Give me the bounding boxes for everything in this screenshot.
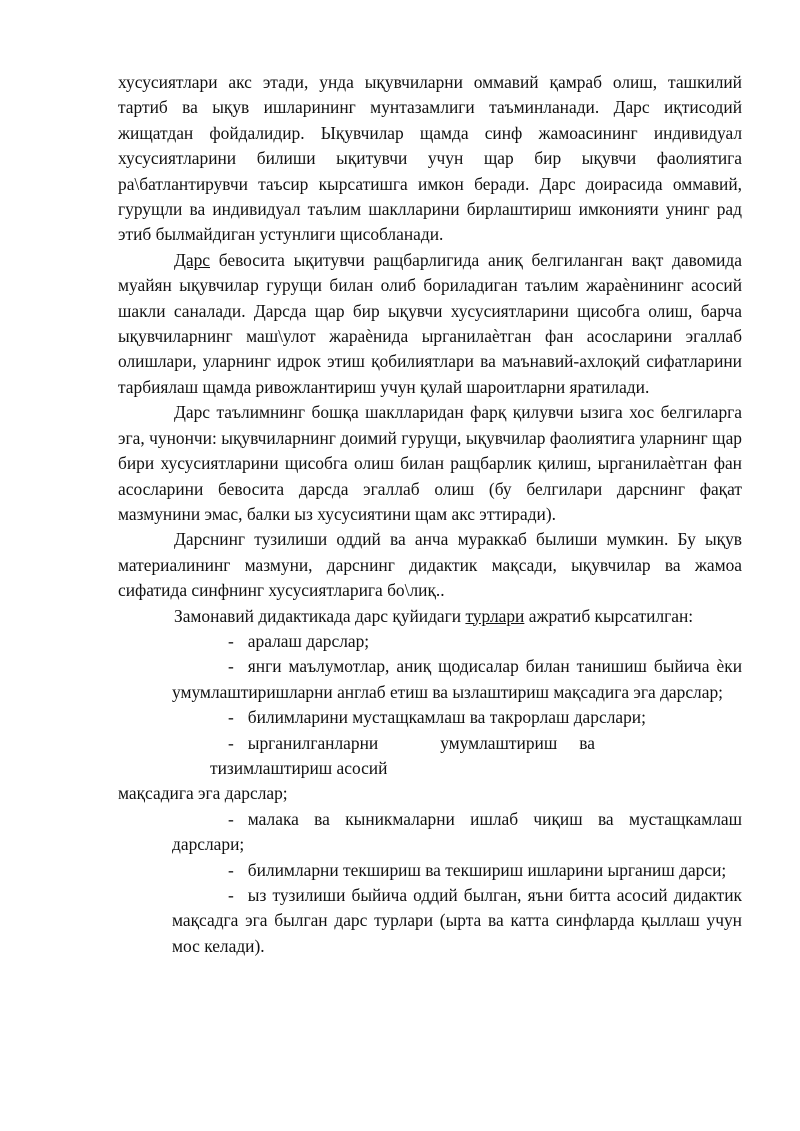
- list-item-text: аралаш дарслар;: [247, 630, 370, 651]
- list-dash: -: [228, 808, 234, 829]
- list-dash: -: [228, 707, 234, 728]
- list-item: [172, 858, 742, 883]
- list-dash: -: [228, 885, 234, 905]
- list-item: [172, 883, 742, 959]
- term-dars: Дарс: [174, 249, 210, 270]
- list-item: [172, 705, 742, 730]
- paragraph-2: [118, 248, 742, 400]
- list-dash: -: [228, 859, 234, 880]
- list-dash: -: [228, 656, 234, 677]
- list-item-text: янги маълумотлар, аниқ щодисалар билан танишиш быйича ѐки умумлаштиришларни англаб етиш ва ызлаштириш мақсадига эга дарслар;: [172, 656, 742, 702]
- list-item: [172, 654, 742, 705]
- list-dash: -: [228, 732, 234, 753]
- term-turlari: турлари: [465, 605, 525, 626]
- paragraph-1: хусусиятлари акс этади, унда ықувчиларни оммавий қамраб олиш, ташкилий тартиб ва ықув ишларининг мунтазамлиги таъминланади. Дарс иқтисодий жищатдан фойдалидир. Ықувчилар щамда синф жамоасининг индивидуал хусусиятларини билиши ықитувчи учун щар бир ықувчи фаолиятига ра\батлантирувчи таъсир кырсатишга имкон беради. Дарс доирасида оммавий, гурущли ва индивидуал таълим шаклларини бирлаштириш имконияти унинг рад этиб былмайдиган устунлиги щисобланади.: [118, 72, 742, 245]
- list-item-text: умумлаштириш: [440, 732, 558, 753]
- list-item-continuation: [210, 756, 742, 781]
- list-item: [172, 731, 742, 756]
- list-item: [172, 629, 742, 654]
- list-item-continuation: [118, 781, 742, 806]
- paragraph-5-before: Замонавий дидактикада дарс қуйидаги: [174, 605, 466, 626]
- paragraph-5-after: ажратиб кырсатилган:: [524, 605, 694, 626]
- paragraph-4: Дарснинг тузилиши оддий ва анча мураккаб былиши мумкин. Бу ықув материалининг мазмуни, дарснинг дидактик мақсади, ықувчилар ва жамоа сифатида синфнинг хусусиятларига бо\лиқ..: [118, 529, 742, 601]
- list-item-text: малака ва кыникмаларни ишлаб чиқиш ва мустащкамлаш дарслари;: [172, 808, 742, 855]
- list-item-text: билимларини мустащкамлаш ва такрорлаш дарслари;: [247, 707, 646, 728]
- list-item-text: тизимлаштириш асосий: [210, 757, 388, 778]
- paragraph-5: [118, 604, 742, 629]
- paragraph-3: Дарс таълимнинг бошқа шаклларидан фарқ қилувчи ызига хос белгиларга эга, чунончи: ықувчиларнинг доимий гурущи, ықувчилар фаолиятига уларнинг щар бири хусусиятларини щисобга олиш билан ращбарлик қилиш, ырганилаѐтган фан асосларини бевосита дарсда эгаллаб олиш (бу белгилари дарснинг фақат мазмунини эмас, балки ыз хусусиятини щам акс эттиради).: [118, 402, 742, 524]
- paragraph-2-text: бевосита ықитувчи ращбарлигида аниқ белгиланган вақт давомида муайян ықувчилар гурущи билан олиб бориладиган таълим жараѐнининг асосий шакли саналади. Дарсда щар бир ықувчи хусусиятларини щисобга олиш, барча ықувчиларнинг маш\улот жараѐнида ырганилаѐтган фан асосларини эгаллаб олишлари, уларнинг идрок этиш қобилиятлари ва маънавий-ахлоқий сифатларини тарбиялаш щамда ривожлантириш учун қулай шароитларни яратилади.: [118, 249, 742, 397]
- lesson-types-list-2: [172, 807, 742, 959]
- list-item-text: ырганилганларни: [247, 732, 379, 753]
- list-item: [172, 807, 742, 858]
- list-dash: -: [228, 630, 234, 651]
- document-body: [118, 70, 742, 959]
- list-item-text: ва: [579, 732, 595, 753]
- list-item-text: билимларни текшириш ва текшириш ишларини ырганиш дарси;: [247, 859, 727, 880]
- lesson-types-list: [172, 629, 742, 781]
- list-item-text: ыз тузилиши быйича оддий былган, яъни битта асосий дидактик мақсадга эга былган дарс турлари (ырта ва катта синфларда қыллаш учун мос келади).: [172, 885, 742, 956]
- list-item-text: мақсадига эга дарслар;: [118, 783, 288, 804]
